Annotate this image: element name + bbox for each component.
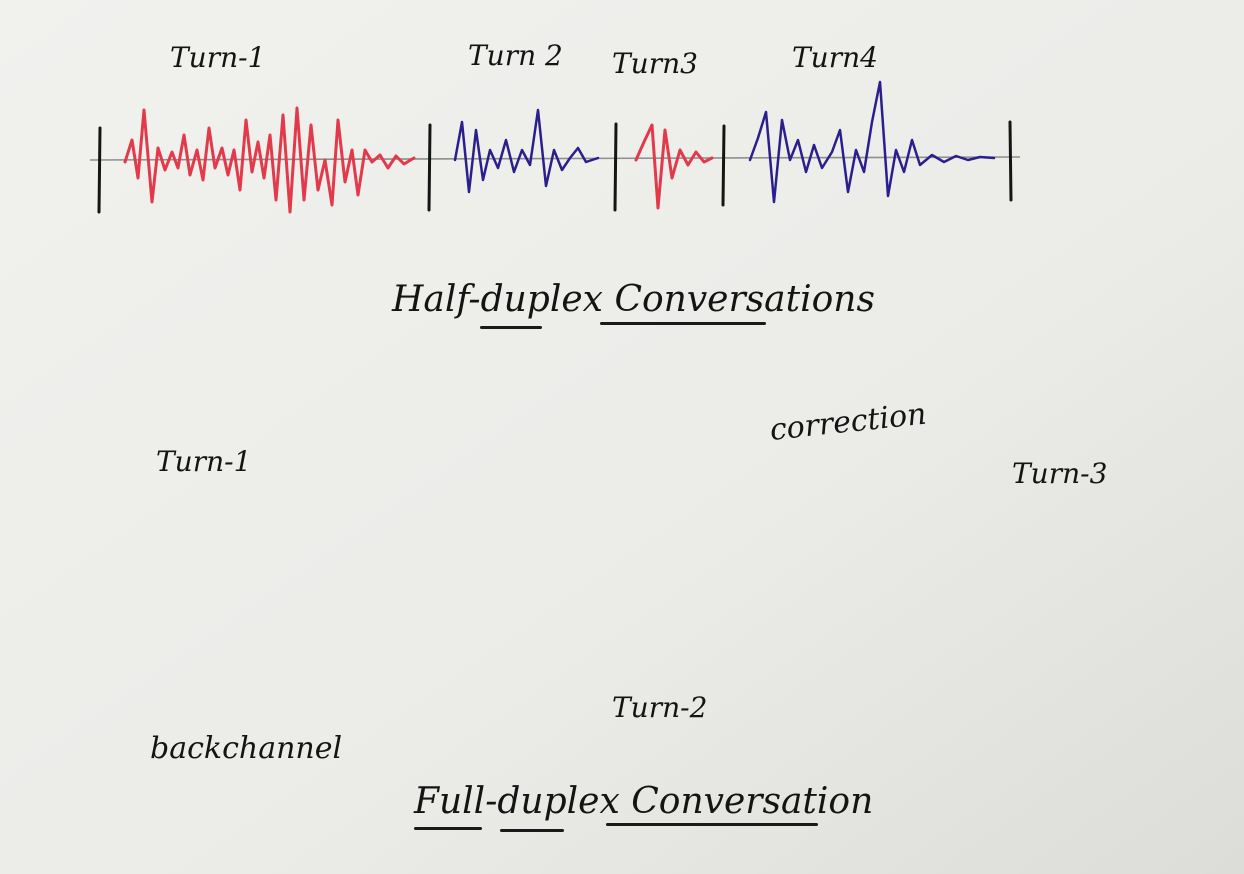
backchannel-annotation: backchannel [150, 731, 343, 766]
half-turn-3-label: Turn3 [612, 47, 698, 80]
half-title-prefix: Half- [392, 279, 481, 320]
full-title-conversation-underline [606, 823, 818, 826]
full-duplex-title [414, 781, 874, 822]
half-title-duplex: duplex [480, 279, 603, 320]
full-turn-2-label: Turn-2 [612, 691, 708, 724]
half-title-duplex-underline [480, 326, 542, 329]
full-title-duplex-underline [500, 829, 564, 832]
half-turn-2-label: Turn 2 [468, 39, 563, 72]
full-turn-1-label: Turn-1 [156, 445, 252, 478]
divider-turn-1-2 [429, 125, 430, 210]
half-duplex-title [392, 279, 875, 320]
divider-turn-2-3 [615, 124, 616, 210]
full-turn-3-label: Turn-3 [1012, 457, 1108, 490]
divider-end [1010, 122, 1011, 200]
full-title-conversation: Conversation [631, 781, 874, 822]
half-title-space [603, 279, 614, 320]
correction-annotation: correction [768, 396, 929, 448]
full-title-duplex: duplex [497, 781, 620, 822]
half-turn-1-label: Turn-1 [170, 41, 266, 74]
full-title-prefix: Full- [414, 781, 498, 822]
half-title-conversations: Conversations [614, 279, 875, 320]
full-title-prefix-underline [414, 827, 482, 830]
divider-turn-3-4 [723, 126, 724, 205]
half-title-conversations-underline [600, 322, 766, 325]
half-turn-4-label: Turn4 [792, 41, 878, 74]
divider-start [99, 128, 100, 212]
full-title-space [620, 781, 631, 822]
